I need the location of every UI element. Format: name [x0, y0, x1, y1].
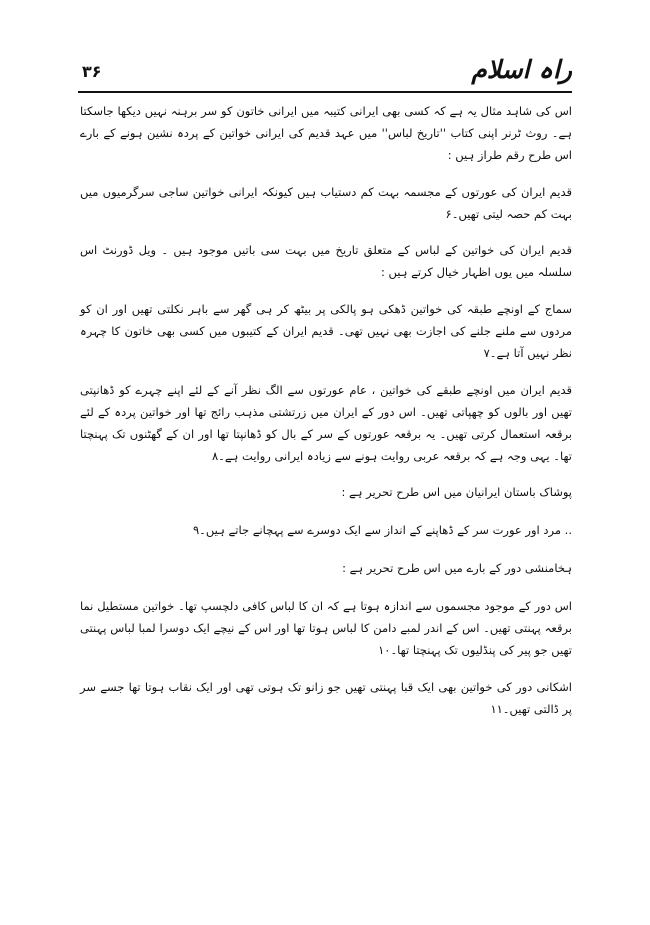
paragraph-2: قدیم ایران کی عورتوں کے مجسمہ بہت کم دستیاب ہیں کیونکہ ایرانی خواتین ساجی سرگرمیوں میں بہت کم حصہ لیتی تھیں۔۶: [80, 185, 572, 221]
body-text: [80, 100, 572, 720]
page-header: [80, 54, 572, 88]
paragraph-4: سماج کے اونچے طبقہ کی خواتین ڈھکی ہو پالکی پر بیٹھ کر ہی گھر سے باہر نکلتی تھیں اور ان کو مردوں سے ملنے جلنے کی اجازت بھی نہیں تھی۔ قدیم ایران کے کتیبوں میں کسی بھی خاتون کا چہرہ نظر نہیں آتا ہے۔۷: [80, 302, 572, 360]
page-number: ۳۶: [82, 62, 102, 81]
paragraph-3: قدیم ایران کی خواتین کے لباس کے متعلق تاریخ میں بہت سی باتیں موجود ہیں ۔ ویل ڈورنٹ اس سلسلہ میں یوں اظہار خیال کرتے ہیں :: [80, 243, 572, 279]
paragraph-5: قدیم ایران میں اونچے طبقے کی خواتین ، عام عورتوں سے الگ نظر آنے کے لئے اپنے چہرے کو ڈھانپتی تھیں اور بالوں کو چھپاتی تھیں۔ اس دور کے ایران میں زرتشتی مذہب رائج تھا اور خواتین پردہ کے لئے برقعہ استعمال کرتی تھیں۔ یہ برقعہ عورتوں کے سر کے بال کو ڈھانپتا تھا اور ان کے گھٹنوں تک پہنچتا تھا۔ یہی وجہ ہے کہ برقعہ عربی روایت ہونے سے زیادہ ایرانی روایت ہے۔۸: [80, 383, 572, 463]
paragraph-7-quote: .. مرد اور عورت سر کے ڈھاپنے کے انداز سے ایک دوسرے سے پہچانے جاتے ہیں۔۹: [192, 523, 572, 537]
paragraph-10: اشکانی دور کی خواتین بھی ایک قبا پہنتی تھیں جو زانو تک ہوتی تھی اور ایک نقاب ہوتا تھا جسے سر پر ڈالتی تھیں۔۱۱: [80, 680, 572, 716]
paragraph-9: اس دور کے موجود مجسموں سے اندازہ ہوتا ہے کہ ان کا لباس کافی دلچسپ تھا۔ خواتین مستطیل نما برقعہ پہنتی تھیں۔ اس کے اندر لمبے دامن کا لباس ہوتا تھا اور اس کے نیچے ایک دوسرا لمبا لباس پہنتی تھیں جو پیر کی پنڈلیوں تک پہنچتا تھا۔۱۰: [80, 599, 572, 657]
paragraph-6: پوشاک باستان ایرانیان میں اس طرح تحریر ہے :: [341, 485, 572, 499]
header-divider: [78, 91, 572, 93]
paragraph-1: اس کی شاہد مثال یہ ہے کہ کسی بھی ایرانی کتیبہ میں ایرانی خاتون کو سر برہنہ نہیں دیکھا جاسکتا ہے۔ روث ٹرنر اپنی کتاب ''تاریخ لباس'' میں عہد قدیم کی ایرانی خواتین کے پردہ نشین ہونے کے بارے اس طرح رقم طراز ہیں :: [80, 104, 572, 162]
running-title: راہ اسلام: [471, 55, 572, 84]
paragraph-8: ہخامنشی دور کے بارے میں اس طرح تحریر ہے :: [342, 561, 572, 575]
